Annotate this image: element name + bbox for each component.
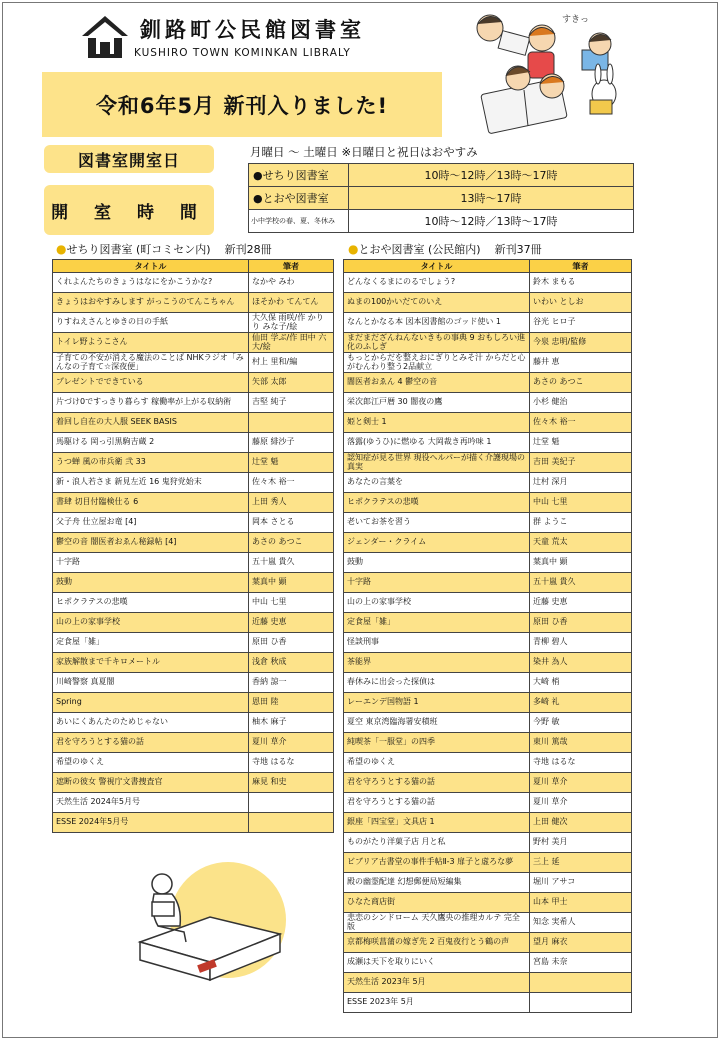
book-title: 落露(ゆうひ)に燃ゆる 大岡裁き再吟味 1	[344, 433, 530, 453]
book-title: ESSE 2023年 5月	[344, 993, 530, 1013]
setchiri-book-table	[52, 259, 334, 833]
book-title: 十字路	[53, 553, 249, 573]
table-row	[53, 713, 334, 733]
table-row	[53, 753, 334, 773]
table-row	[344, 393, 632, 413]
book-author: 中山 七里	[530, 493, 632, 513]
book-title: 栄次郎江戸暦 30 闇夜の鷹	[344, 393, 530, 413]
tooya-library-heading	[348, 241, 542, 257]
library-name: 釧路町公民館図書室	[140, 18, 365, 42]
book-author: いわい としお	[530, 293, 632, 313]
book-author: 藤原 緋沙子	[249, 433, 334, 453]
setchiri-count: 新刊28冊	[224, 243, 272, 256]
book-title: 天然生活 2023年 5月	[344, 973, 530, 993]
book-title: 鼓動	[344, 553, 530, 573]
table-row	[344, 633, 632, 653]
table-row	[53, 793, 334, 813]
book-title: 鼓動	[53, 573, 249, 593]
book-author: 大崎 梢	[530, 673, 632, 693]
table-row	[53, 533, 334, 553]
book-author: 山本 甲士	[530, 893, 632, 913]
book-author: 藤井 恵	[530, 353, 632, 373]
library-name-en: KUSHIRO TOWN KOMINKAN LIBRALY	[134, 47, 351, 59]
book-title: 希望のゆくえ	[344, 753, 530, 773]
book-author: 香納 諒一	[249, 673, 334, 693]
book-author: 寺地 はるな	[249, 753, 334, 773]
table-row	[53, 653, 334, 673]
book-author: 小杉 健治	[530, 393, 632, 413]
book-author: 上田 秀人	[249, 493, 334, 513]
book-author: 三上 延	[530, 853, 632, 873]
book-title: あいにくあんたのためじゃない	[53, 713, 249, 733]
book-author: 谷光 ヒロ子	[530, 313, 632, 333]
book-author: 中山 七里	[249, 593, 334, 613]
book-author: 佐々木 裕一	[530, 413, 632, 433]
book-author	[530, 973, 632, 993]
book-title: 悲恋のシンドローム 天久鷹央の推理カルテ 完全版	[344, 913, 530, 933]
book-author: 吉田 美紀子	[530, 453, 632, 473]
table-row	[344, 333, 632, 353]
table-row	[344, 933, 632, 953]
bullet-icon: ●	[348, 242, 359, 256]
hours-place: ●とおや図書室	[249, 187, 349, 210]
table-row	[53, 413, 334, 433]
book-author: 鈴木 まもる	[530, 273, 632, 293]
book-author: あさの あつこ	[249, 533, 334, 553]
book-title: 成瀬は天下を取りにいく	[344, 953, 530, 973]
book-title: 家族解散まで千キロメートル	[53, 653, 249, 673]
table-row	[344, 473, 632, 493]
page-title: 令和6年5月 新刊入りました!	[42, 72, 442, 137]
table-row	[344, 493, 632, 513]
table-row	[53, 453, 334, 473]
table-row	[53, 473, 334, 493]
book-author: 今泉 忠明/監修	[530, 333, 632, 353]
open-day-label: 図書室開室日	[44, 145, 214, 173]
book-title: 夏空 東京湾臨海署安積班	[344, 713, 530, 733]
book-author: あさの あつこ	[530, 373, 632, 393]
book-author: 堀川 アサコ	[530, 873, 632, 893]
table-row	[53, 573, 334, 593]
table-row	[344, 793, 632, 813]
table-row	[344, 513, 632, 533]
book-title: プレゼントでできている	[53, 373, 249, 393]
table-row	[53, 733, 334, 753]
book-title: 定食屋「雑」	[344, 613, 530, 633]
book-title: あなたの言葉を	[344, 473, 530, 493]
setchiri-library-heading	[56, 241, 272, 257]
book-author: 近藤 史恵	[530, 593, 632, 613]
book-title: 老いてお茶を習う	[344, 513, 530, 533]
book-title: 君を守ろうとする猫の話	[344, 773, 530, 793]
book-author: 大久保 雨咲/作 かりり みな子/絵	[249, 313, 334, 333]
table-row	[344, 573, 632, 593]
table-row	[53, 693, 334, 713]
column-header-title: タイトル	[344, 260, 530, 273]
book-author: 近藤 史恵	[249, 613, 334, 633]
book-author	[249, 413, 334, 433]
table-row	[53, 773, 334, 793]
hours-time: 13時～17時	[349, 187, 634, 210]
table-row	[53, 333, 334, 353]
book-author: 上田 健次	[530, 813, 632, 833]
book-author	[249, 793, 334, 813]
table-row	[53, 373, 334, 393]
book-author	[530, 993, 632, 1013]
book-title: うつ蝉 風の市兵衛 弐 33	[53, 453, 249, 473]
person-reading-illustration	[110, 862, 300, 992]
hours-time: 10時～12時／13時～17時	[349, 164, 634, 187]
book-author: なかや みわ	[249, 273, 334, 293]
book-title: 山の上の家事学校	[344, 593, 530, 613]
book-title: ヒポクラテスの悲嘆	[344, 493, 530, 513]
book-title: 子育ての不安が消える魔法のことば NHKラジオ「みんなの子育て☆深夜便」	[53, 353, 249, 373]
table-row	[53, 673, 334, 693]
book-author: 吉堅 純子	[249, 393, 334, 413]
bullet-icon: ●	[56, 242, 67, 256]
hours-row	[249, 210, 634, 233]
open-hours-label: 開 室 時 間	[44, 185, 214, 235]
table-row	[344, 353, 632, 373]
hours-table	[248, 163, 634, 233]
table-row	[344, 653, 632, 673]
book-author: 矢部 太郎	[249, 373, 334, 393]
book-title: 着回し自在の大人服 SEEK BASIS	[53, 413, 249, 433]
book-author: 葉真中 顕	[530, 553, 632, 573]
table-row	[344, 953, 632, 973]
book-author: 野村 美月	[530, 833, 632, 853]
book-author: 辻堂 魁	[249, 453, 334, 473]
table-row	[344, 713, 632, 733]
table-row	[53, 273, 334, 293]
book-author: 恩田 陸	[249, 693, 334, 713]
house-logo-icon	[80, 14, 130, 60]
book-title: レーエンデ国物語 1	[344, 693, 530, 713]
book-author: 夏川 草介	[249, 733, 334, 753]
book-title: 馬駆ける 岡っ引黒駒吉蔵 2	[53, 433, 249, 453]
table-row	[53, 513, 334, 533]
book-title: 十字路	[344, 573, 530, 593]
book-author: 東川 篤哉	[530, 733, 632, 753]
book-title: ESSE 2024年5月号	[53, 813, 249, 833]
column-header-author: 筆者	[530, 260, 632, 273]
book-author: 五十嵐 貴久	[530, 573, 632, 593]
book-title: 認知症が見る世界 現役ヘルパーが描く介護現場の真実	[344, 453, 530, 473]
book-author: ほそかわ てんてん	[249, 293, 334, 313]
table-row	[344, 553, 632, 573]
table-row	[53, 493, 334, 513]
column-header-author: 筆者	[249, 260, 334, 273]
book-title: 春休みに出会った探偵は	[344, 673, 530, 693]
table-row	[344, 613, 632, 633]
hours-place: 小中学校の春、夏、冬休み	[249, 210, 349, 233]
table-row	[53, 293, 334, 313]
book-title: 山の上の家事学校	[53, 613, 249, 633]
table-row	[344, 853, 632, 873]
book-author: 群 ようこ	[530, 513, 632, 533]
book-author: 原田 ひ香	[249, 633, 334, 653]
table-row	[344, 413, 632, 433]
book-title: Spring	[53, 693, 249, 713]
book-title: ヒポクラテスの悲嘆	[53, 593, 249, 613]
book-title: なんとかなる本 図本図書館のゴッド使い 1	[344, 313, 530, 333]
library-logo	[80, 14, 365, 64]
hours-time: 10時～12時／13時～17時	[349, 210, 634, 233]
hours-row	[249, 187, 634, 210]
book-author: 浅倉 秋成	[249, 653, 334, 673]
table-row	[53, 353, 334, 373]
table-row	[53, 593, 334, 613]
tooya-count: 新刊37冊	[494, 243, 542, 256]
table-row	[344, 593, 632, 613]
table-row	[344, 833, 632, 853]
book-title: 純喫茶「一服堂」の四季	[344, 733, 530, 753]
book-author: 佐々木 裕一	[249, 473, 334, 493]
book-author: 望月 麻衣	[530, 933, 632, 953]
book-title: 殿の幽霊配達 幻想郵便局短編集	[344, 873, 530, 893]
book-title: りすねえさんとゆきの日の手紙	[53, 313, 249, 333]
table-row	[53, 313, 334, 333]
open-days-note: 月曜日 〜 土曜日 ※日曜日と祝日はおやすみ	[250, 145, 478, 159]
book-title: まだまだざんねんないきもの事典 9 おもしろい進化のふしぎ	[344, 333, 530, 353]
book-author: 染井 為人	[530, 653, 632, 673]
book-title: 鬱空の音 闇医者おゑん秘録帖 [4]	[53, 533, 249, 553]
book-title: 書肆 切目付臨検仕る 6	[53, 493, 249, 513]
book-title: 遮断の彼女 警視庁文書捜査官	[53, 773, 249, 793]
book-title: 天然生活 2024年5月号	[53, 793, 249, 813]
book-author: 辻堂 魁	[530, 433, 632, 453]
book-title: 希望のゆくえ	[53, 753, 249, 773]
table-row	[344, 873, 632, 893]
book-title: ぬまの100かいだてのいえ	[344, 293, 530, 313]
book-title: トイレ野ようこさん	[53, 333, 249, 353]
book-title: 闇医者おゑん 4 鬱空の音	[344, 373, 530, 393]
table-row	[53, 613, 334, 633]
table-row	[344, 993, 632, 1013]
book-author: 知念 実希人	[530, 913, 632, 933]
book-author: 仙田 学ぶ/作 田中 六大/絵	[249, 333, 334, 353]
book-title: 定食屋「雑」	[53, 633, 249, 653]
table-row	[344, 533, 632, 553]
svg-text:すきっ: すきっ	[562, 15, 590, 25]
book-title: ジェンダー・クライム	[344, 533, 530, 553]
table-row	[344, 273, 632, 293]
hours-place: ●せちり図書室	[249, 164, 349, 187]
book-author: 青柳 碧人	[530, 633, 632, 653]
table-row	[344, 913, 632, 933]
book-title: 茶能界	[344, 653, 530, 673]
table-row	[344, 693, 632, 713]
table-row	[53, 393, 334, 413]
book-author: 今野 敏	[530, 713, 632, 733]
column-header-title: タイトル	[53, 260, 249, 273]
book-author: 村上 里和/編	[249, 353, 334, 373]
book-title: ものがたり洋菓子店 月と私	[344, 833, 530, 853]
book-title: 京都梅咲菖蒲の嫁ぎ先 2 百鬼夜行とう鶴の声	[344, 933, 530, 953]
book-title: くれよんたちのきょうはなにをかこうかな?	[53, 273, 249, 293]
book-title: 川崎警察 真夏闇	[53, 673, 249, 693]
table-row	[344, 313, 632, 333]
book-author: 夏川 草介	[530, 773, 632, 793]
book-title: きょうはおやすみします がっこうのてんこちゃん	[53, 293, 249, 313]
book-author: 原田 ひ香	[530, 613, 632, 633]
book-title: 銀座「四宝堂」文具店 1	[344, 813, 530, 833]
book-author: 夏川 草介	[530, 793, 632, 813]
book-author: 天童 荒太	[530, 533, 632, 553]
table-row	[344, 433, 632, 453]
book-author: 岡本 さとる	[249, 513, 334, 533]
table-row	[344, 293, 632, 313]
table-row	[344, 373, 632, 393]
table-row	[53, 433, 334, 453]
hours-row	[249, 164, 634, 187]
table-row	[344, 733, 632, 753]
book-author: 麻見 和史	[249, 773, 334, 793]
table-row	[344, 453, 632, 473]
table-row	[344, 893, 632, 913]
kids-reading-illustration	[470, 8, 628, 140]
book-author: 寺地 はるな	[530, 753, 632, 773]
book-title: 怪談刑事	[344, 633, 530, 653]
table-row	[344, 753, 632, 773]
book-author: 五十嵐 貴久	[249, 553, 334, 573]
book-author: 葉真中 顕	[249, 573, 334, 593]
book-title: ビブリア古書堂の事件手帖Ⅱ-3 扉子と虚ろな夢	[344, 853, 530, 873]
book-title: どんなくるまにのるでしょう?	[344, 273, 530, 293]
tooya-book-table	[343, 259, 632, 1013]
book-title: 父子舟 仕立屋お竜 [4]	[53, 513, 249, 533]
book-author: 辻村 深月	[530, 473, 632, 493]
table-row	[344, 673, 632, 693]
book-title: 新・浪人若さま 新見左近 16 鬼狩党始末	[53, 473, 249, 493]
book-title: もっとからだを整えおにぎりとみそ汁 からだと心がむんわり整う2品献立	[344, 353, 530, 373]
tooya-label: とおや図書室 (公民館内)	[358, 243, 481, 256]
book-title: 片づけ0ですっきり暮らす 稼働率が上がる収納術	[53, 393, 249, 413]
book-author: 柚木 麻子	[249, 713, 334, 733]
book-author: 宮島 未奈	[530, 953, 632, 973]
book-author: 多崎 礼	[530, 693, 632, 713]
book-title: 君を守ろうとする猫の話	[53, 733, 249, 753]
table-row	[53, 633, 334, 653]
setchiri-label: せちり図書室 (町コミセン内)	[66, 243, 211, 256]
table-row	[53, 813, 334, 833]
table-row	[344, 813, 632, 833]
table-row	[53, 553, 334, 573]
book-title: 姫と剣士 1	[344, 413, 530, 433]
book-author	[249, 813, 334, 833]
book-title: ひなた商店街	[344, 893, 530, 913]
table-row	[344, 773, 632, 793]
table-row	[344, 973, 632, 993]
book-title: 君を守ろうとする猫の話	[344, 793, 530, 813]
